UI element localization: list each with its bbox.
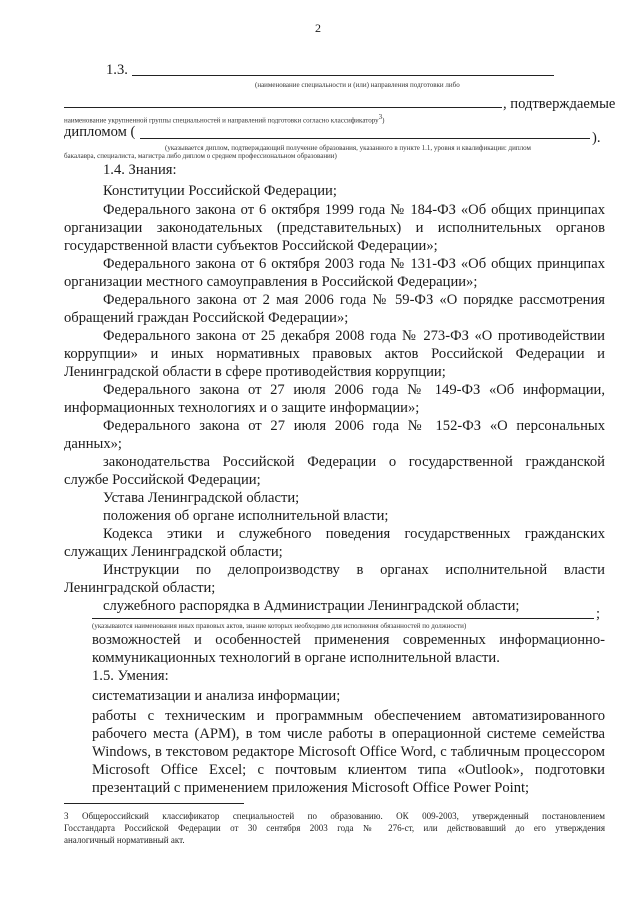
list-item-cont: коррупции» и иных нормативных правовых актов Российской Федерации и [64, 346, 605, 362]
list-item-cont: государственной власти субъектов Российской Федерации»; [64, 238, 438, 254]
field-hint: (указывается диплом, подтверждающий получение образования, указанного в пункте 1.1, уровня и квалификации: диплом [165, 144, 531, 152]
list-item-cont: рабочего места (АРМ), в том числе работы в операционной системе семейства [92, 726, 605, 742]
list-item-cont: служащих Ленинградской области; [64, 544, 283, 560]
list-item: возможностей и особенностей применения современных информационно- [92, 632, 605, 648]
field-hint: (указываются наименования иных правовых актов, знание которых необходимо для исполнения обязанностей по должности) [92, 622, 467, 630]
list-item-cont: Microsoft Office Excel; с почтовым клиентом типа «Outlook», подготовки [92, 762, 605, 778]
footnote-line: 3 Общероссийский классификатор специальностей по образованию. ОК 009-2003, утвержденный постановлением [64, 811, 605, 821]
footnote-reference: 3 [378, 113, 383, 121]
list-item-cont: информационных технологиях и о защите информации»; [64, 400, 420, 416]
list-item: Федерального закона от 27 июля 2006 года № 149-ФЗ «Об информации, [103, 382, 605, 398]
list-item: Федерального закона от 27 июля 2006 года № 152-ФЗ «О персональных [103, 418, 605, 434]
fill-in-line [140, 138, 590, 139]
list-item-cont: службе Российской Федерации; [64, 472, 261, 488]
list-item-cont: Ленинградской области; [64, 580, 216, 596]
section-title: 1.4. Знания: [103, 162, 177, 178]
list-item: Инструкции по делопроизводству в органах исполнительной власти [103, 562, 605, 578]
list-item: систематизации и анализа информации; [92, 688, 341, 704]
list-item-cont: обращений граждан Российской Федерации»; [64, 310, 349, 326]
field-hint-end: ) [382, 116, 385, 125]
field-hint: бакалавра, специалиста, магистра либо диплом о среднем профессиональном образовании) [64, 152, 337, 160]
section-1-3-number: 1.3. [106, 62, 128, 78]
field-hint: (наименование специальности и (или) направления подготовки либо [255, 81, 460, 89]
field-hint-text: наименование укрупненной группы специальностей и направлений подготовки согласно классификатору [64, 116, 379, 125]
fill-in-line [64, 107, 502, 108]
list-item: Федерального закона от 6 октября 2003 года № 131-ФЗ «Об общих принципах [103, 256, 605, 272]
footnote-line: аналогичный нормативный акт. [64, 835, 185, 845]
list-item: Федерального закона от 25 декабря 2008 года № 273-ФЗ «О противодействии [103, 328, 605, 344]
list-item-cont: Windows, в текстовом редакторе Microsoft Office Word, с табличным процессором [92, 744, 605, 760]
confirmed-text: , подтверждаемые [503, 96, 616, 112]
fill-in-line [132, 75, 554, 76]
section-title: 1.5. Умения: [92, 668, 169, 684]
list-item: законодательства Российской Федерации о государственной гражданской [103, 454, 605, 470]
field-hint [64, 113, 384, 124]
list-item-cont: организации законодательных (представительных) и исполнительных органов [64, 220, 605, 236]
list-item: Кодекса этики и служебного поведения государственных гражданских [103, 526, 605, 542]
list-item: Конституции Российской Федерации; [103, 183, 337, 199]
list-item-cont: Ленинградской области в сфере противодействия коррупции; [64, 364, 446, 380]
list-item: положения об органе исполнительной власти; [103, 508, 389, 524]
list-item-cont: коммуникационных технологий в органе исполнительной власти. [92, 650, 500, 666]
diploma-prefix: дипломом ( [64, 124, 136, 140]
list-item: служебного распорядка в Администрации Ленинградской области; [103, 598, 520, 614]
semicolon: ; [596, 606, 601, 622]
list-item-cont: организации местного самоуправления в Российской Федерации»; [64, 274, 478, 290]
list-item-cont: данных»; [64, 436, 122, 452]
footnote-line: Госстандарта Российской Федерации от 30 сентября 2003 года № 276-ст, или действовавший до его утверждения [64, 823, 605, 833]
list-item: Устава Ленинградской области; [103, 490, 300, 506]
list-item: Федерального закона от 6 октября 1999 года № 184-ФЗ «Об общих принципах [103, 202, 605, 218]
page-number: 2 [315, 21, 321, 35]
list-item-cont: презентаций с применением приложения Microsoft Office Power Point; [92, 780, 530, 796]
footnote-divider [64, 803, 244, 804]
list-item: работы с техническим и программным обеспечением автоматизированного [92, 708, 605, 724]
diploma-suffix: ). [592, 130, 601, 146]
list-item: Федерального закона от 2 мая 2006 года № 59-ФЗ «О порядке рассмотрения [103, 292, 605, 308]
fill-in-line [92, 618, 594, 619]
